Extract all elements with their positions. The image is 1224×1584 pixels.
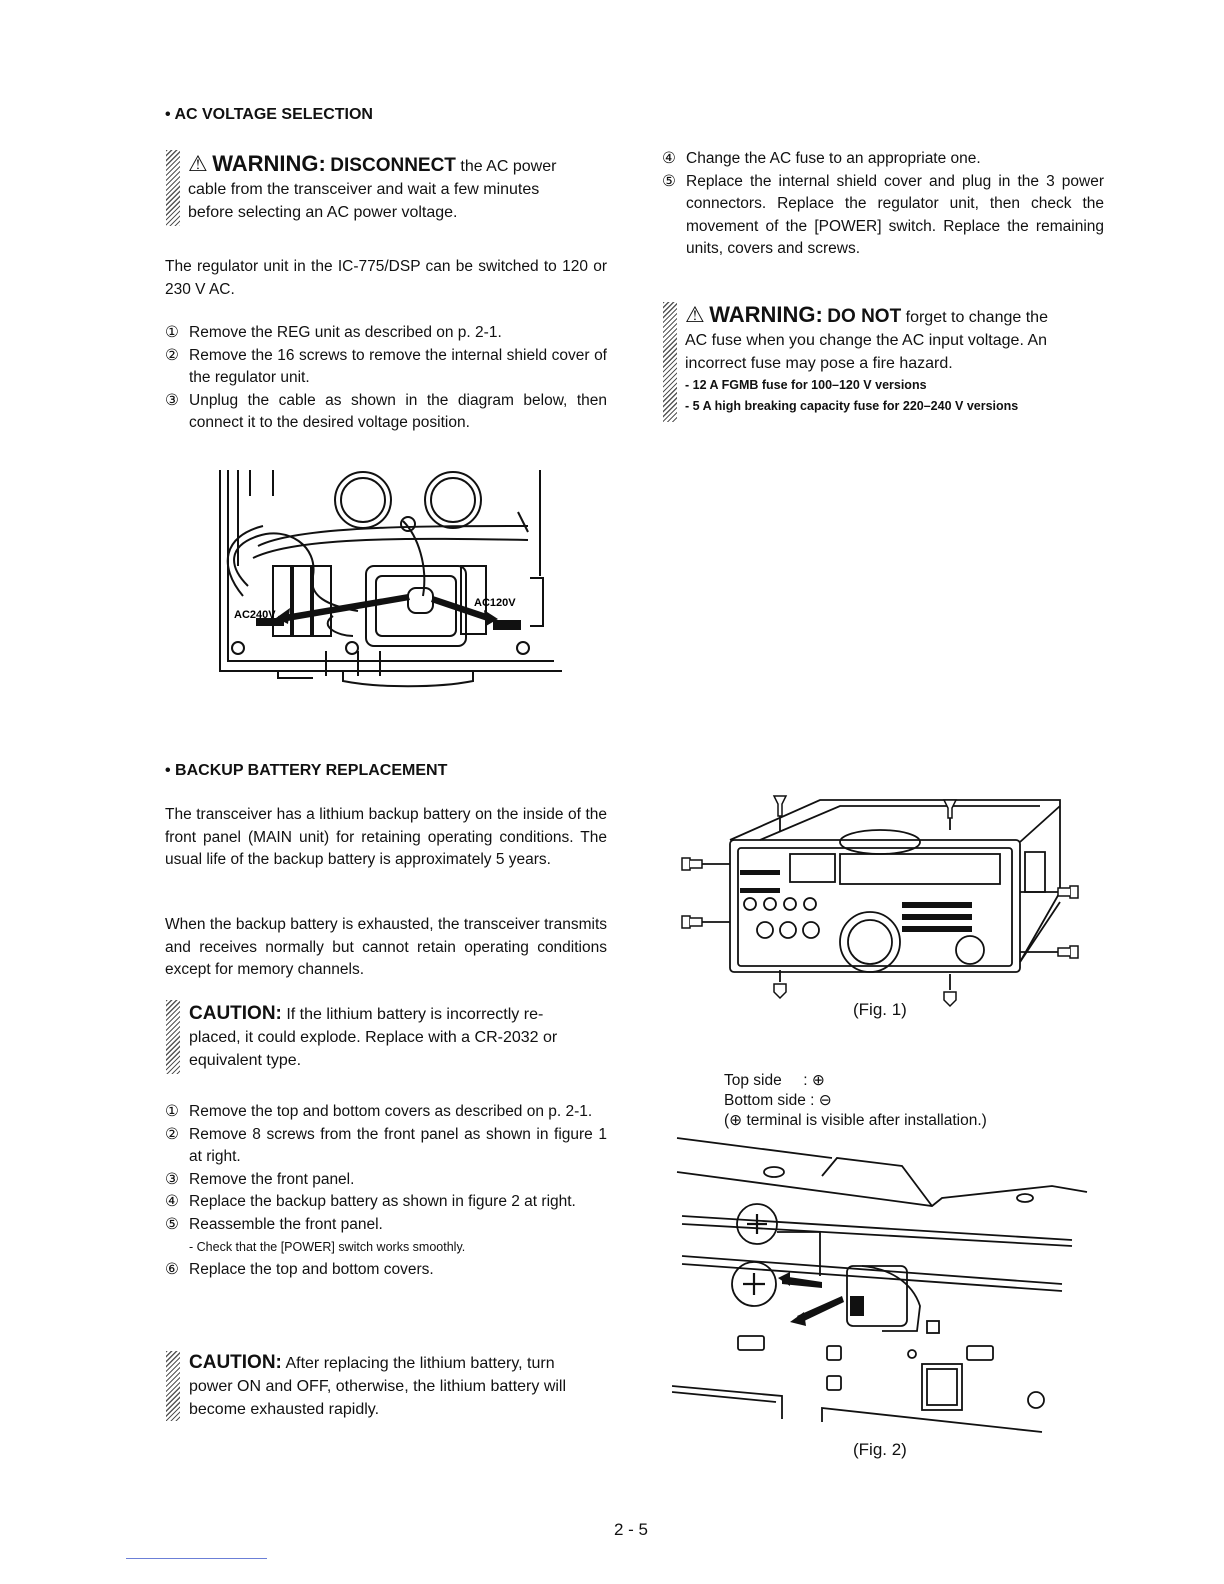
ac-voltage-heading: • AC VOLTAGE SELECTION	[165, 106, 373, 123]
battery-step-5-note: - Check that the [POWER] switch works smoothly.	[189, 1240, 466, 1254]
warning-lead: DISCONNECT	[330, 155, 456, 176]
legend-terminal-note: (⊕ terminal is visible after installation.)	[724, 1112, 987, 1129]
ac-step-4: ④ Change the AC fuse to an appropriate one.	[662, 150, 981, 167]
ac-steps-list-right	[662, 148, 1104, 261]
battery-step-2: ② Remove 8 screws from the front panel as shown in figure 1 at right.	[165, 1125, 607, 1165]
caution-box-power-cycle	[189, 1351, 609, 1421]
battery-steps-list	[165, 1101, 607, 1281]
warning2-text-2: AC fuse when you change the AC input voltage. An	[685, 332, 1048, 349]
fig1-caption: (Fig. 1)	[853, 1000, 907, 1019]
ac120v-label: AC120V	[474, 597, 516, 609]
legend-bottom-side: Bottom side : ⊖	[724, 1092, 832, 1109]
regulator-unit-diagram	[218, 466, 563, 692]
ac-step-1: ① Remove the REG unit as described on p. 2-1.	[165, 324, 502, 341]
fuse-spec-120: - 12 A FGMB fuse for 100–120 V versions	[685, 378, 927, 392]
warning2-text-3: incorrect fuse may pose a fire hazard.	[685, 355, 953, 372]
caution-box-explode	[189, 1002, 609, 1072]
battery-para-1: The transceiver has a lithium backup battery on the inside of the front panel (MAIN unit) for retaining operating conditions. The usual life of the backup battery is approximately 5 years.	[165, 806, 607, 868]
warning-label: WARNING:	[212, 151, 326, 176]
warning-box-fuse	[685, 303, 1105, 417]
page-number: 2 - 5	[614, 1520, 649, 1539]
caution2-text-3: become exhausted rapidly.	[189, 1401, 380, 1418]
warning2-hatch-bar	[663, 302, 677, 422]
warning2-label: WARNING:	[709, 302, 823, 327]
battery-placement-diagram	[672, 1136, 1092, 1436]
caution2-hatch-bar	[166, 1351, 180, 1421]
fuse-spec-240: - 5 A high breaking capacity fuse for 220–240 V versions	[685, 399, 1019, 413]
warning-text-3: before selecting an AC power voltage.	[188, 204, 458, 221]
backup-battery-heading: • BACKUP BATTERY REPLACEMENT	[165, 762, 448, 779]
battery-step-6: ⑥ Replace the top and bottom covers.	[165, 1260, 434, 1278]
ac240v-label: AC240V	[234, 609, 276, 621]
transceiver-front-panel-diagram	[680, 792, 1090, 1012]
caution1-text-1: If the lithium battery is incorrectly re-	[281, 1006, 544, 1023]
ac-intro-paragraph: The regulator unit in the IC-775/DSP can be switched to 120 or 230 V AC.	[165, 258, 607, 298]
battery-step-4: ④ Replace the backup battery as shown in figure 2 at right.	[165, 1193, 576, 1210]
warning2-lead: DO NOT	[827, 306, 902, 327]
battery-polarity-legend	[724, 1071, 987, 1131]
warning-box-disconnect	[188, 152, 608, 224]
battery-para-2: When the backup battery is exhausted, the transceiver transmits and receives normally but cannot retain operating conditions except for memory channels.	[165, 916, 607, 978]
warning-triangle-icon: ⚠	[188, 151, 208, 176]
bottom-divider-line	[126, 1558, 267, 1559]
caution2-text-2: power ON and OFF, otherwise, the lithium battery will	[189, 1378, 567, 1395]
fig2-caption: (Fig. 2)	[853, 1440, 907, 1459]
ac-step-5: ⑤ Replace the internal shield cover and plug in the 3 power connectors. Replace the regulator unit, then check the movement of the [POWER] switch. Replace the remaining units, covers and screws.	[662, 172, 1104, 257]
battery-step-1: ① Remove the top and bottom covers as described on p. 2-1.	[165, 1103, 593, 1120]
caution2-text-1: After replacing the lithium battery, turn	[281, 1355, 555, 1372]
caution1-hatch-bar	[166, 1000, 180, 1074]
warning-text-2: cable from the transceiver and wait a few minutes	[188, 181, 540, 198]
legend-top-side: Top side : ⊕	[724, 1072, 825, 1089]
battery-step-5: ⑤ Reassemble the front panel. - Check that the [POWER] switch works smoothly.	[165, 1215, 466, 1254]
caution1-text-2: placed, it could explode. Replace with a CR-2032 or	[189, 1029, 558, 1046]
caution1-label: CAUTION:	[189, 1003, 282, 1024]
warning2-text-1: forget to change the	[901, 309, 1048, 326]
warning-triangle-icon: ⚠	[685, 302, 705, 327]
ac-step-3: ③ Unplug the cable as shown in the diagram below, then connect it to the desired voltage position.	[165, 391, 607, 431]
caution1-text-3: equivalent type.	[189, 1052, 302, 1069]
warning-hatch-bar	[166, 150, 180, 226]
ac-step-2: ② Remove the 16 screws to remove the internal shield cover of the regulator unit.	[165, 346, 607, 386]
ac-steps-list-left	[165, 322, 607, 435]
battery-step-3: ③ Remove the front panel.	[165, 1170, 355, 1188]
warning-text-1: the AC power	[455, 158, 557, 175]
caution2-label: CAUTION:	[189, 1352, 282, 1373]
